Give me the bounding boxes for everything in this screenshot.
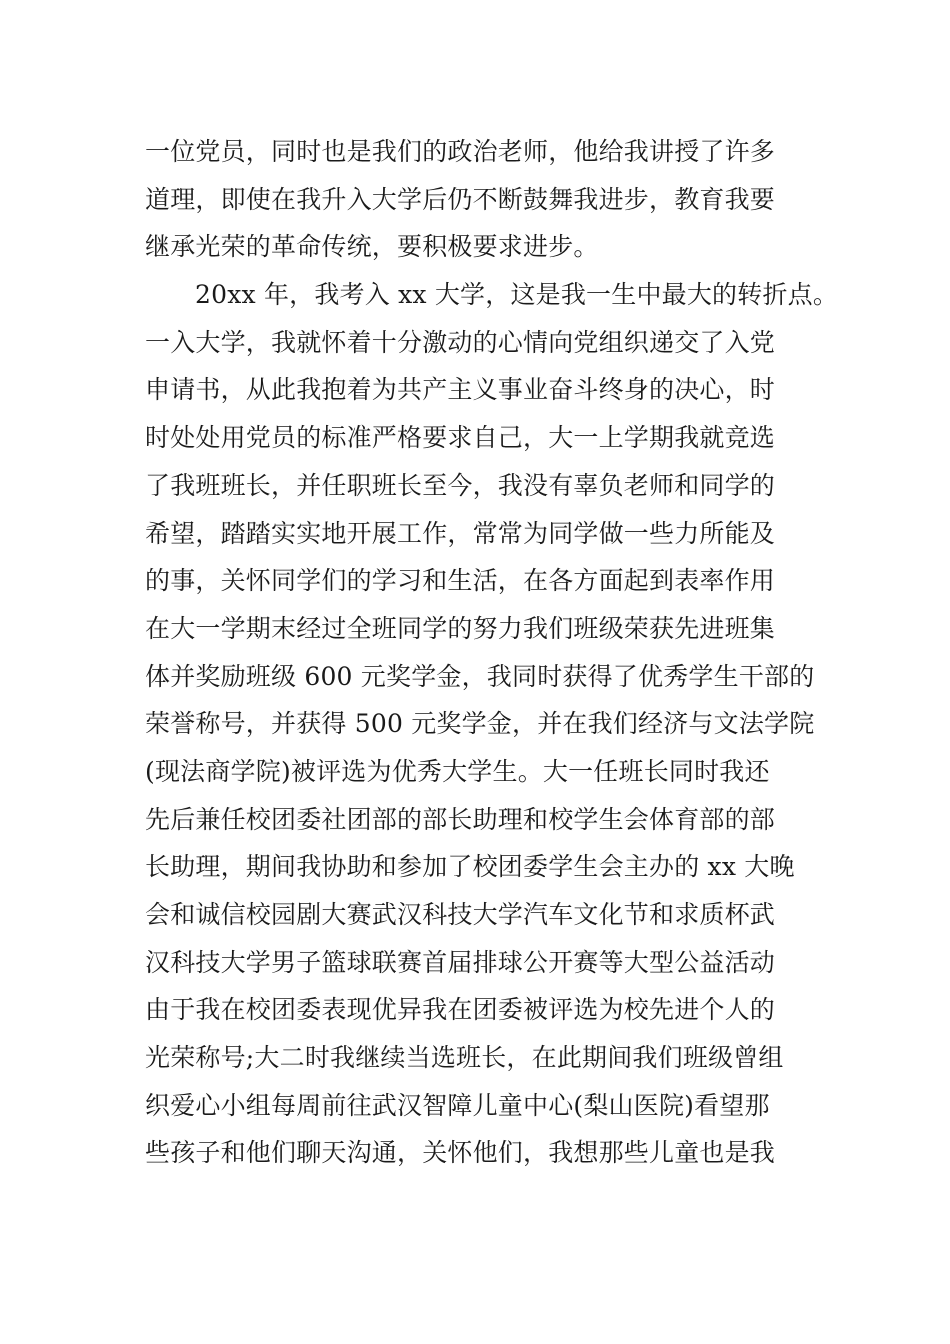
text-line: 道理，即使在我升入大学后仍不断鼓舞我进步，教育我要 bbox=[145, 184, 776, 214]
text-line: 织爱心小组每周前往武汉智障儿童中心(梨山医院)看望那 bbox=[145, 1090, 770, 1120]
text-line: 荣誉称号，并获得 500 元奖学金，并在我们经济与文法学院 bbox=[145, 709, 815, 739]
text-line: 时处处用党员的标准严格要求自己，大一上学期我就竞选 bbox=[145, 423, 776, 453]
paragraph-start-line: 20xx 年，我考入 xx 大学，这是我一生中最大的转折点。 bbox=[195, 280, 839, 310]
text-line: 由于我在校团委表现优异我在团委被评选为校先进个人的 bbox=[145, 995, 776, 1025]
text-line: 的事，关怀同学们的学习和生活，在各方面起到表率作用 bbox=[145, 566, 776, 596]
text-line: 继承光荣的革命传统，要积极要求进步。 bbox=[145, 232, 599, 262]
body-text bbox=[145, 128, 839, 1177]
text-line: 一位党员，同时也是我们的政治老师，他给我讲授了许多 bbox=[145, 137, 776, 166]
text-line: 些孩子和他们聊天沟通，关怀他们，我想那些儿童也是我 bbox=[145, 1138, 776, 1168]
text-line: 长助理，期间我协助和参加了校团委学生会主办的 xx 大晚 bbox=[145, 852, 795, 882]
text-line: 先后兼任校团委社团部的部长助理和校学生会体育部的部 bbox=[145, 804, 776, 834]
text-line: 希望，踏踏实实地开展工作，常常为同学做一些力所能及 bbox=[145, 518, 776, 548]
text-line: 光荣称号;大二时我继续当选班长，在此期间我们班级曾组 bbox=[145, 1043, 784, 1073]
text-line: 会和诚信校园剧大赛武汉科技大学汽车文化节和求质杯武 bbox=[145, 900, 776, 929]
text-line: 申请书，从此我抱着为共产主义事业奋斗终身的决心，时 bbox=[145, 375, 776, 405]
text-line: 了我班班长，并任职班长至今，我没有辜负老师和同学的 bbox=[145, 470, 776, 500]
text-line: 汉科技大学男子篮球联赛首届排球公开赛等大型公益活动 bbox=[145, 947, 776, 977]
text-line: 体并奖励班级 600 元奖学金，我同时获得了优秀学生干部的 bbox=[145, 661, 815, 691]
text-line: (现法商学院)被评选为优秀大学生。大一任班长同时我还 bbox=[145, 756, 770, 786]
text-line: 在大一学期末经过全班同学的努力我们班级荣获先进班集 bbox=[145, 613, 776, 643]
text-line: 一入大学，我就怀着十分激动的心情向党组织递交了入党 bbox=[145, 327, 776, 357]
